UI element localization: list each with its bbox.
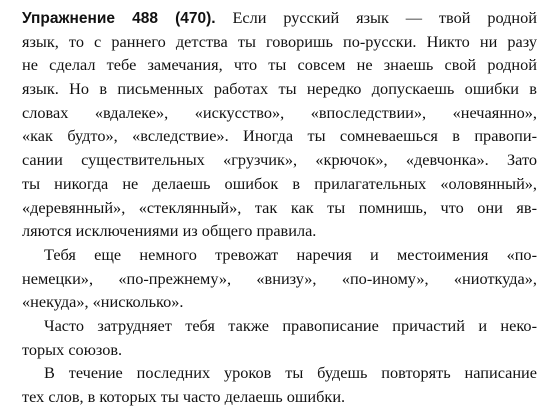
text-line-15: торых союзов.: [22, 339, 123, 359]
text-line-3: не сделал тебе замечания, что ты совсем не знаешь свой родной: [22, 55, 537, 75]
exercise-heading: Упражнение 488 (470).: [22, 10, 216, 27]
text-line-1: [22, 6, 537, 30]
text-line-6: «как будто», «вследствие». Иногда ты сомневаешься в правопи-: [22, 126, 537, 146]
text-line-1-rest: Если русский язык — твой родной: [215, 8, 537, 27]
text-line-13: «некуда», «нисколько».: [22, 292, 184, 312]
text-line-17: тех слов, в которых ты часто делаешь ошибки.: [22, 387, 346, 406]
text-line-9: «деревянный», «стеклянный», так как ты помнишь, что они яв-: [22, 197, 537, 217]
text-line-8: ты никогда не делаешь ошибок в прилагательных «оловянный»,: [22, 173, 537, 193]
exercise-text: [22, 6, 537, 409]
text-line-14: Часто затрудняет тебя также правописание причастий и неко-: [44, 315, 537, 335]
text-line-10: ляются исключениями из общего правила.: [22, 221, 317, 241]
text-line-7: сании существительных «грузчик», «крючок», «девчонка». Зато: [22, 150, 537, 170]
text-line-11: Тебя еще немного тревожат наречия и местоимения «по-: [44, 244, 537, 264]
text-line-4: язык. Но в письменных работах ты нередко допускаешь ошибки в: [22, 79, 537, 99]
text-line-5: словах «вдалеке», «искусство», «впоследствии», «нечаянно»,: [22, 102, 537, 122]
text-line-12: немецки», «по-прежнему», «внизу», «по-иному», «ниоткуда»,: [22, 268, 537, 288]
text-line-16: В течение последних уроков ты будешь повторять написание: [44, 363, 537, 383]
text-line-2: язык, то с раннего детства ты говоришь по-русски. Никто ни разу: [22, 31, 537, 51]
